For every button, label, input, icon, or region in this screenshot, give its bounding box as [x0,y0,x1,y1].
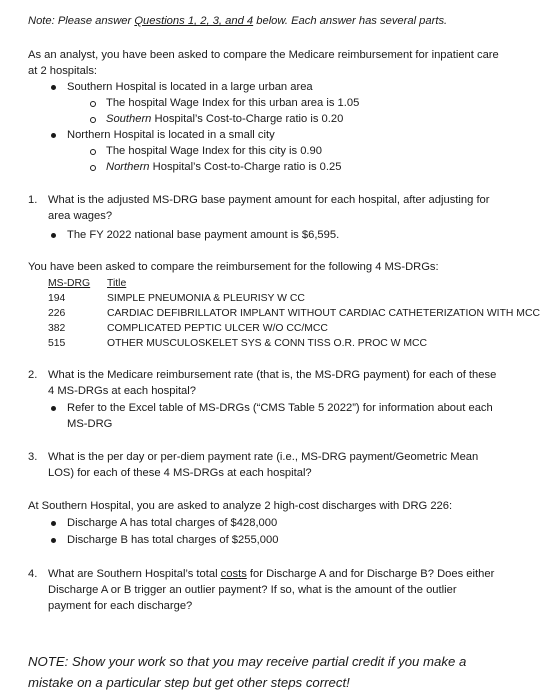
drg-title-515: OTHER MUSCULOSKELET SYS & CONN TISS O.R. PROC W MCC [107,338,428,349]
drg-title-382: COMPLICATED PEPTIC ULCER W/O CC/MCC [107,323,328,334]
header-note [28,14,447,29]
discharge-b: Discharge B has total charges of $255,000 [67,534,279,546]
question-1-line-1: What is the adjusted MS-DRG base payment amount for each hospital, after adjusting for [48,194,490,206]
southern-analysis-intro: At Southern Hospital, you are asked to analyze 2 high-cost discharges with DRG 226: [28,500,453,512]
northern-ctc-rest: Hospital’s Cost-to-Charge ratio is 0.25 [149,161,342,173]
question-4-line-1-post: for Discharge A and for Discharge B? Does either [246,568,495,580]
drg-table-header-title: Title [107,278,127,289]
drg-title-226: CARDIAC DEFIBRILLATOR IMPLANT WITHOUT CARDIAC CATHETERIZATION WITH MCC [107,308,540,319]
question-4-line-2: Discharge A or B trigger an outlier payment? If so, what is the amount of the outlier [48,584,457,596]
northern-hospital-label: Northern Hospital is located in a small city [67,129,275,141]
question-4-line-1 [48,567,494,582]
bullet-circle-icon [90,101,96,107]
question-2-bullet-line-2: MS-DRG [67,418,113,430]
northern-ctc-name: Northern [106,161,150,173]
drg-code-194: 194 [48,293,66,304]
final-note-line-2: mistake on a particular step but get other steps correct! [28,675,350,690]
question-4-line-3: payment for each discharge? [48,600,193,612]
bullet-circle-icon [90,117,96,123]
final-note-line-1: NOTE: Show your work so that you may receive partial credit if you make a [28,654,467,669]
southern-wage-index: The hospital Wage Index for this urban area is 1.05 [106,97,360,109]
southern-ctc-name: Southern [106,113,152,125]
question-4-costs: costs [220,568,247,580]
drg-code-515: 515 [48,338,66,349]
drg-code-226: 226 [48,308,66,319]
northern-cost-to-charge [106,160,341,175]
question-4-line-1-pre: What are Southern Hospital’s total [48,568,221,580]
drg-intro: You have been asked to compare the reimbursement for the following 4 MS-DRGs: [28,261,439,273]
question-3-line-1: What is the per day or per-diem payment rate (i.e., MS-DRG payment/Geometric Mean [48,451,479,463]
southern-ctc-rest: Hospital’s Cost-to-Charge ratio is 0.20 [151,113,344,125]
question-2-number: 2. [28,369,38,381]
bullet-circle-icon [90,165,96,171]
bullet-circle-icon [90,149,96,155]
question-3-line-2: LOS) for each of these 4 MS-DRGs at each hospital? [48,467,312,479]
discharge-a: Discharge A has total charges of $428,000 [67,517,278,529]
intro-line-2: at 2 hospitals: [28,65,98,77]
drg-table-header-code: MS-DRG [48,278,91,289]
southern-cost-to-charge [106,112,343,127]
southern-hospital-label: Southern Hospital is located in a large urban area [67,81,313,93]
bullet-dot-icon [51,133,56,138]
bullet-dot-icon [51,85,56,90]
header-note-prefix: Note: Please answer [28,15,135,27]
question-2-line-1: What is the Medicare reimbursement rate (that is, the MS-DRG payment) for each of these [48,369,497,381]
question-4-number: 4. [28,568,38,580]
question-3-number: 3. [28,451,38,463]
question-1-number: 1. [28,194,38,206]
bullet-dot-icon [51,406,56,411]
drg-code-382: 382 [48,323,66,334]
header-note-questions: Questions 1, 2, 3, and 4 [134,15,254,27]
header-note-suffix: below. Each answer has several parts. [253,15,448,27]
question-2-bullet-line-1: Refer to the Excel table of MS-DRGs (“CMS Table 5 2022”) for information about each [67,402,493,414]
intro-line-1: As an analyst, you have been asked to compare the Medicare reimbursement for inpatient care [28,49,499,61]
bullet-dot-icon [51,233,56,238]
bullet-dot-icon [51,521,56,526]
drg-title-194: SIMPLE PNEUMONIA & PLEURISY W CC [107,293,305,304]
question-1-line-2: area wages? [48,210,113,222]
question-2-line-2: 4 MS-DRGs at each hospital? [48,385,196,397]
northern-wage-index: The hospital Wage Index for this city is 0.90 [106,145,322,157]
question-1-bullet: The FY 2022 national base payment amount is $6,595. [67,229,340,241]
bullet-dot-icon [51,538,56,543]
